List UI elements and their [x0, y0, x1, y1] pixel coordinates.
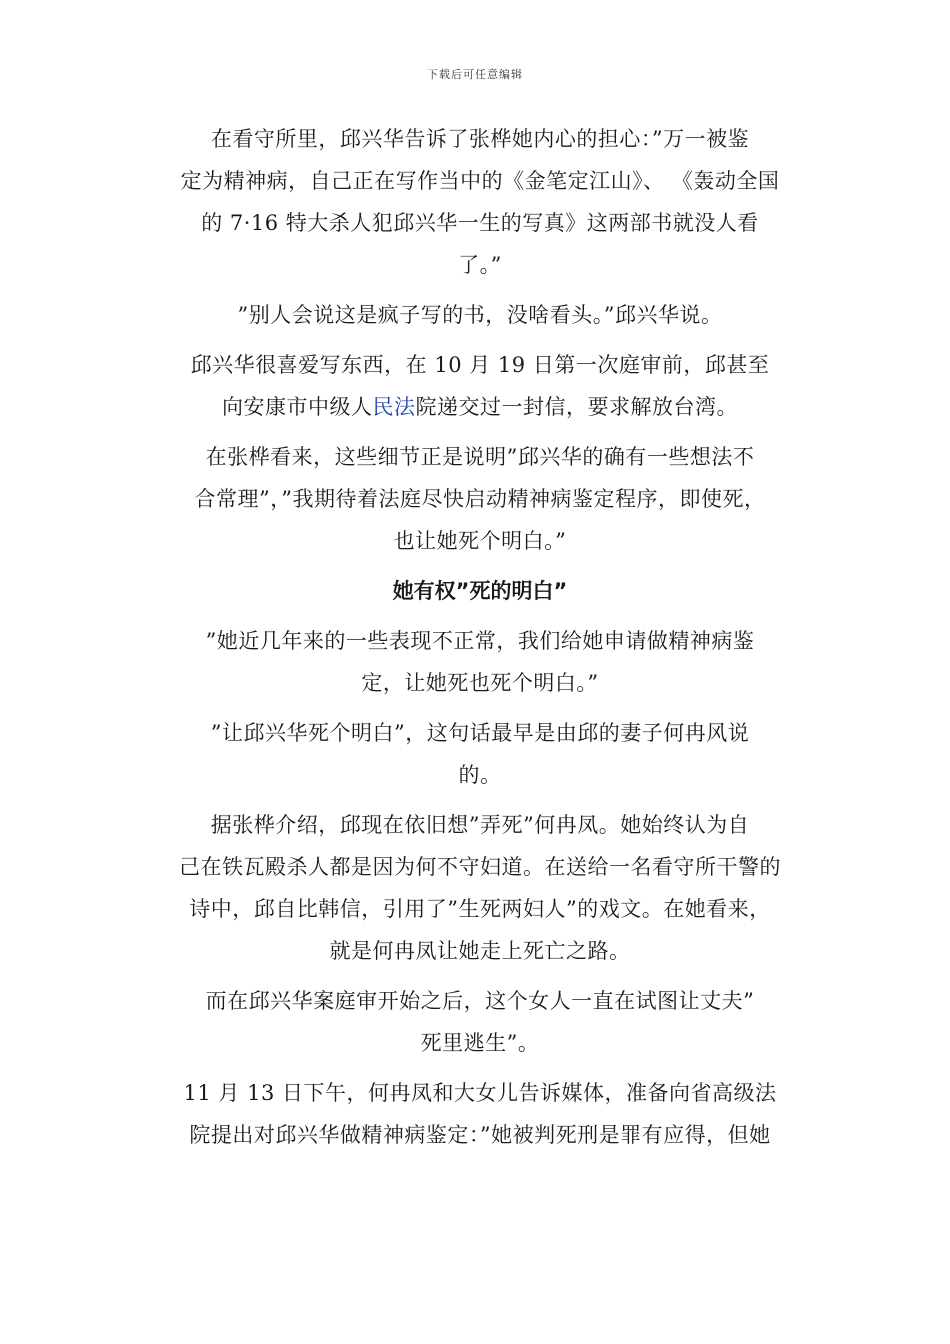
- text-line: 在张桦看来，这些细节正是说明”邱兴华的确有一些想法不: [205, 445, 755, 469]
- text-line: 的。: [458, 763, 502, 787]
- document-body: [150, 118, 810, 1164]
- paragraph-1: [150, 118, 810, 286]
- text-line: ”她近几年来的一些表现不正常，我们给她申请做精神病鉴: [205, 629, 755, 653]
- text-line: 诗中，邱自比韩信，引用了”生死两妇人”的戏文。在她看来，: [189, 897, 771, 921]
- text-line: 而在邱兴华案庭审开始之后，这个女人一直在试图让丈夫”: [205, 989, 755, 1013]
- text-line: 定为精神病，自己正在写作当中的《金笔定江山》、 《轰动全国: [180, 169, 780, 193]
- text-segment: 向安康市中级人: [222, 395, 373, 419]
- text-segment: 院递交过一封信，要求解放台湾。: [415, 395, 738, 419]
- paragraph-4: [150, 436, 810, 562]
- paragraph-9: [150, 1072, 810, 1156]
- paragraph-6: [150, 712, 810, 796]
- text-line: 也让她死个明白。”: [393, 529, 567, 553]
- text-line: 在看守所里，邱兴华告诉了张桦她内心的担心：”万一被鉴: [210, 127, 750, 151]
- text-line: 据张桦介绍，邱现在依旧想”弄死”何冉凤。她始终认为自: [210, 813, 750, 837]
- paragraph-3: [150, 344, 810, 428]
- text-line: 邱兴华很喜爱写东西，在 10 月 19 日第一次庭审前，邱甚至: [190, 353, 770, 377]
- text-line: ”别人会说这是疯子写的书，没啥看头。”邱兴华说。: [237, 303, 723, 327]
- hyperlink-minfa[interactable]: 民法: [372, 395, 416, 419]
- paragraph-8: [150, 980, 810, 1064]
- paragraph-2: [150, 294, 810, 336]
- paragraph-7: [150, 804, 810, 972]
- text-line: 死里逃生”。: [420, 1031, 540, 1055]
- paragraph-5: [150, 620, 810, 704]
- header-note: 下载后可任意编辑: [427, 68, 523, 81]
- section-heading: 她有权”死的明白”: [392, 579, 568, 603]
- text-line: 11 月 13 日下午，何冉凤和大女儿告诉媒体，准备向省高级法: [183, 1081, 777, 1105]
- text-line: ”让邱兴华死个明白”，这句话最早是由邱的妻子何冉风说: [210, 721, 750, 745]
- text-line: 院提出对邱兴华做精神病鉴定：”她被判死刑是罪有应得，但她: [189, 1123, 771, 1147]
- text-line: 合常理”，”我期待着法庭尽快启动精神病鉴定程序，即使死，: [194, 487, 766, 511]
- text-line: 的 7·16 特大杀人犯邱兴华一生的写真》这两部书就没人看: [201, 211, 759, 235]
- text-line: [150, 386, 810, 428]
- text-line: 己在铁瓦殿杀人都是因为何不守妇道。在送给一名看守所干警的: [179, 855, 781, 879]
- text-line: 就是何冉凤让她走上死亡之路。: [329, 939, 631, 963]
- text-line: 了。”: [458, 253, 502, 277]
- text-line: 定，让她死也死个明白。”: [361, 671, 599, 695]
